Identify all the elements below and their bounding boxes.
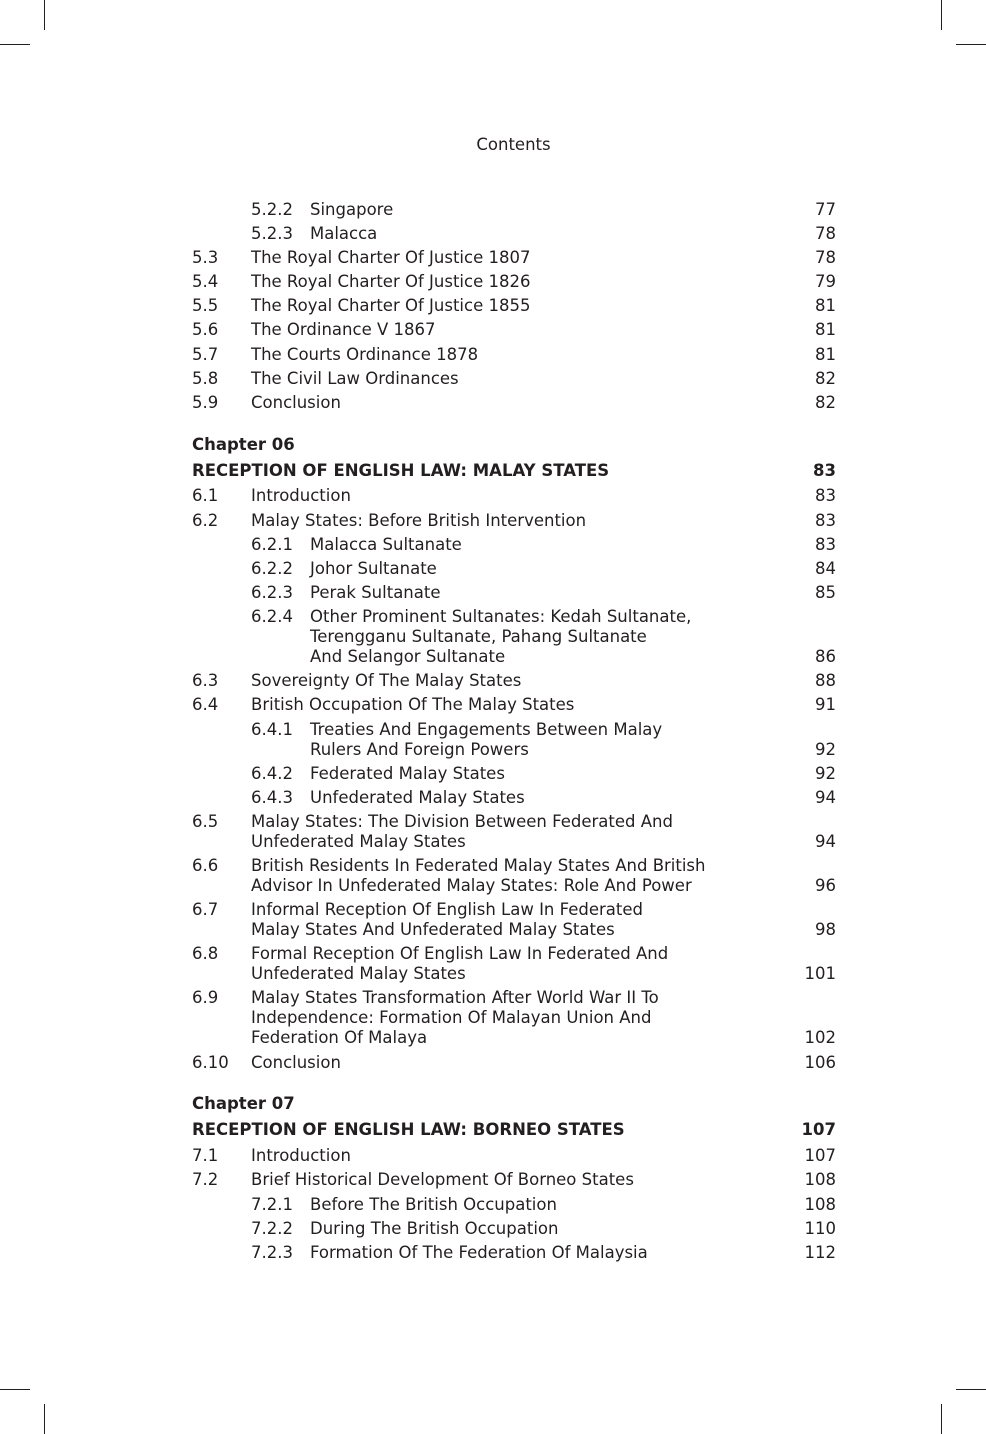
toc-entry-page: 83 <box>815 486 836 505</box>
toc-entry-number: 6.7 <box>192 900 219 919</box>
toc-entry-page: 78 <box>815 224 836 243</box>
toc-entry-title: Treaties And Engagements Between Malay Rulers And Foreign Powers <box>310 720 663 759</box>
toc-entry-page: 108 <box>804 1170 836 1189</box>
toc-entry-page: 108 <box>804 1195 836 1214</box>
toc-entry-title: Federated Malay States <box>310 764 505 783</box>
toc-entry-page: 82 <box>815 393 836 412</box>
toc-entry-number: 6.2 <box>192 511 219 530</box>
toc-entry-page: 98 <box>815 920 836 939</box>
toc-entry-page: 91 <box>815 695 836 714</box>
toc-entry-page: 82 <box>815 369 836 388</box>
toc-entry-page: 102 <box>804 1028 836 1047</box>
toc-entry-number: 6.1 <box>192 486 219 505</box>
toc-entry-page: 79 <box>815 272 836 291</box>
chapter-title: RECEPTION OF ENGLISH LAW: MALAY STATES <box>192 461 610 480</box>
toc-entry-title: Introduction <box>251 486 351 505</box>
toc-entry-page: 88 <box>815 671 836 690</box>
toc-entry-number: 7.1 <box>192 1146 219 1165</box>
toc-entry-title: The Courts Ordinance 1878 <box>251 345 479 364</box>
toc-entry-title: Malay States: The Division Between Federated And Unfederated Malay States <box>251 812 673 851</box>
chapter-title: RECEPTION OF ENGLISH LAW: BORNEO STATES <box>192 1120 625 1139</box>
toc-entry-page: 94 <box>815 832 836 851</box>
toc-entry-number: 6.10 <box>192 1053 229 1072</box>
toc-entry-number: 7.2 <box>192 1170 219 1189</box>
chapter-label: Chapter 07 <box>192 1094 295 1113</box>
toc-entry-number: 5.8 <box>192 369 219 388</box>
toc-entry-page: 86 <box>815 647 836 666</box>
toc-entry-title: Malay States: Before British Intervention <box>251 511 587 530</box>
toc-entry-title: Perak Sultanate <box>310 583 441 602</box>
toc-entry-page: 81 <box>815 345 836 364</box>
toc-entry-page: 110 <box>804 1219 836 1238</box>
toc-entry-page: 83 <box>813 461 836 480</box>
toc-entry-title: The Royal Charter Of Justice 1807 <box>251 248 531 267</box>
toc-entry-page: 107 <box>801 1120 836 1139</box>
toc-entry-title: Sovereignty Of The Malay States <box>251 671 522 690</box>
toc-entry-page: 85 <box>815 583 836 602</box>
toc-entry-number: 6.8 <box>192 944 219 963</box>
toc-entry-title: The Royal Charter Of Justice 1855 <box>251 296 531 315</box>
toc-entry-page: 101 <box>804 964 836 983</box>
toc-entry-number: 5.2.2 <box>251 200 293 219</box>
toc-entry-number: 7.2.1 <box>251 1195 293 1214</box>
toc-entry-number: 6.2.1 <box>251 535 293 554</box>
toc-entry-title: Brief Historical Development Of Borneo States <box>251 1170 634 1189</box>
toc-entry-title: The Royal Charter Of Justice 1826 <box>251 272 531 291</box>
toc-entry-page: 107 <box>804 1146 836 1165</box>
toc-entry-title: The Civil Law Ordinances <box>251 369 459 388</box>
toc-entry-page: 92 <box>815 740 836 759</box>
toc-entry-number: 6.2.2 <box>251 559 293 578</box>
toc-entry-page: 92 <box>815 764 836 783</box>
toc-entry-title: British Occupation Of The Malay States <box>251 695 575 714</box>
toc-entry-number: 5.3 <box>192 248 219 267</box>
chapter-label: Chapter 06 <box>192 435 295 454</box>
toc-entry-title: Conclusion <box>251 1053 341 1072</box>
toc-entry-number: 6.2.4 <box>251 607 293 626</box>
toc-entry-page: 96 <box>815 876 836 895</box>
toc-entry-page: 112 <box>804 1243 836 1262</box>
toc-entry-page: 94 <box>815 788 836 807</box>
toc-entry-number: 6.2.3 <box>251 583 293 602</box>
toc-entry-number: 6.4.2 <box>251 764 293 783</box>
toc-entry-page: 77 <box>815 200 836 219</box>
toc-entry-number: 6.4.1 <box>251 720 293 739</box>
toc-entry-page: 78 <box>815 248 836 267</box>
toc-entry-number: 5.6 <box>192 320 219 339</box>
toc-entry-number: 6.6 <box>192 856 219 875</box>
toc-entry-page: 83 <box>815 535 836 554</box>
toc-entry-number: 6.4.3 <box>251 788 293 807</box>
toc-entry-number: 5.4 <box>192 272 219 291</box>
toc-entry-title: British Residents In Federated Malay States And British Advisor In Unfederated Malay States: Role And Power <box>251 856 706 895</box>
toc-entry-number: 5.7 <box>192 345 219 364</box>
toc-entry-number: 6.9 <box>192 988 219 1007</box>
toc-entry-page: 106 <box>804 1053 836 1072</box>
toc-entry-title: Formal Reception Of English Law In Federated And Unfederated Malay States <box>251 944 669 983</box>
toc-entry-title: The Ordinance V 1867 <box>251 320 436 339</box>
toc-entry-page: 84 <box>815 559 836 578</box>
toc-entry-title: Informal Reception Of English Law In Federated Malay States And Unfederated Malay States <box>251 900 643 939</box>
toc-entry-number: 5.5 <box>192 296 219 315</box>
toc-entry-title: Unfederated Malay States <box>310 788 525 807</box>
toc-entry-number: 5.2.3 <box>251 224 293 243</box>
toc-entry-title: Other Prominent Sultanates: Kedah Sultanate, Terengganu Sultanate, Pahang Sultanate And Selangor Sultanate <box>310 607 692 666</box>
toc-entry-number: 5.9 <box>192 393 219 412</box>
toc-entry-page: 81 <box>815 296 836 315</box>
toc-entry-title: Malacca Sultanate <box>310 535 462 554</box>
toc-entry-number: 7.2.3 <box>251 1243 293 1262</box>
toc-entry-page: 83 <box>815 511 836 530</box>
toc-entry-number: 7.2.2 <box>251 1219 293 1238</box>
toc-entry-title: Formation Of The Federation Of Malaysia <box>310 1243 648 1262</box>
toc-entry-title: Before The British Occupation <box>310 1195 557 1214</box>
toc-entry-number: 6.3 <box>192 671 219 690</box>
toc-entry-title: Introduction <box>251 1146 351 1165</box>
toc-entry-number: 6.5 <box>192 812 219 831</box>
toc-entry-title: Conclusion <box>251 393 341 412</box>
toc-entry-title: During The British Occupation <box>310 1219 559 1238</box>
toc-entry-title: Johor Sultanate <box>310 559 437 578</box>
toc-entry-page: 81 <box>815 320 836 339</box>
toc-entry-title: Malay States Transformation After World War II To Independence: Formation Of Malayan Union And Federation Of Malaya <box>251 988 659 1047</box>
toc-entry-title: Malacca <box>310 224 378 243</box>
toc-entry-title: Singapore <box>310 200 394 219</box>
running-header: Contents <box>476 135 551 154</box>
toc-entry-number: 6.4 <box>192 695 219 714</box>
